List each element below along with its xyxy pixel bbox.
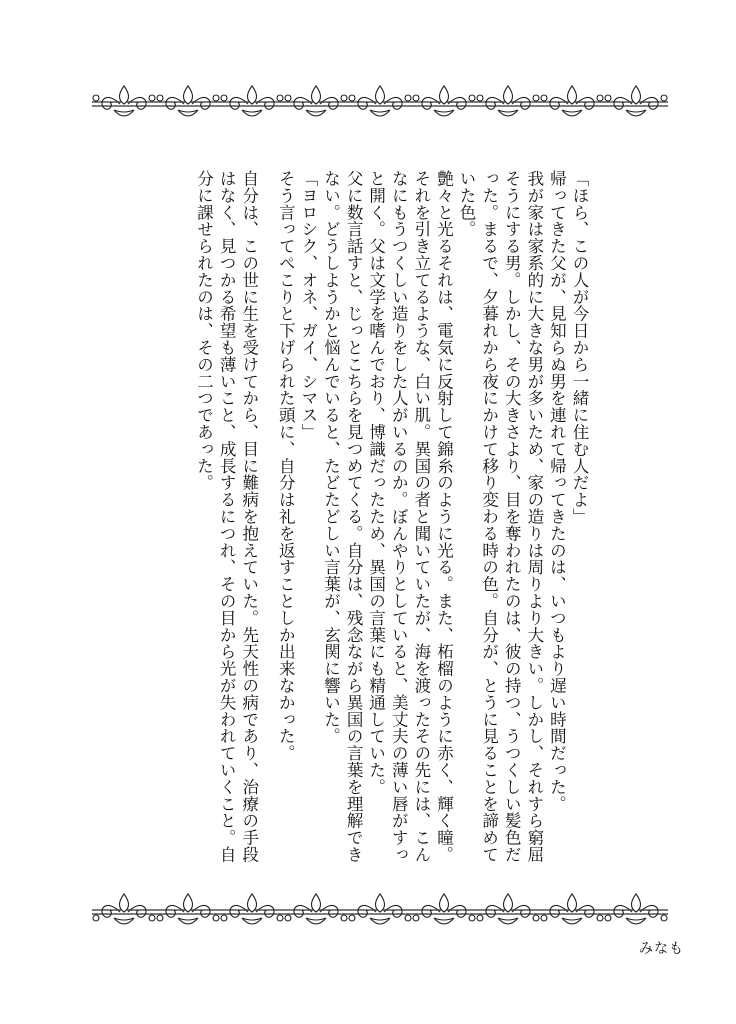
story-line: 帰ってきた父が、見知らぬ男を連れて帰ってきたのは、いつもより遅い時間だった。 [547,170,567,813]
ornamental-border-bottom [92,888,668,944]
author-name: みなも [639,941,684,957]
story-line: 「ほら、この人が今日から一緒に住む人だよ」 [570,170,589,525]
story-line: 我が家は家系的に大きな男が多いため、家の造りは周りより大きい。しかし、それすら窮屈そうにする男。しかし、その大きさより、目を奪われたのは、彼の持つ、うつくしい髪色だった。まるで、夕暮れから夜にかけて移り変わる時の色。自分が、とうに見ることを諦めていた色。 [457,170,544,863]
story-line: 艶々と光るそれは、電気に反射して錦糸のように光る。また、柘榴のように赤く、輝く瞳。それを引き立てるような、白い肌。異国の者と聞いていたが、海を渡ったその先には、こんなにもうつくしい造りをした人がいるのか。ぼんやりとしていると、美丈夫の薄い唇がすっと開く。父は文学を嗜んでおり、博識だったため、異国の言葉にも精通していた。 [366,170,454,863]
story-text [120,170,590,870]
ornamental-border-top [92,72,668,128]
story-line: そう言ってぺこりと下げられた頭に、自分は礼を返すことしか出来なかった。 [276,170,296,762]
story-line: 「ヨロシク、オネ、ガイ、シマス」 [298,170,318,441]
story-line: 父に数言話すと、じっとこちらを見つめてくる。自分は、残念ながら異国の言葉を理解できない。どうしようかと悩んでいると、たどたどしい言葉が、玄関に響いた。 [321,170,364,863]
story-line: 自分は、この世に生を受けてから、目に難病を抱えていた。先天性の病であり、治療の手段はなく、見つかる希望も薄いこと、成長するにつれ、その目から光が失われていくこと。自分に課せられたのは、その二つであった。 [194,170,259,863]
